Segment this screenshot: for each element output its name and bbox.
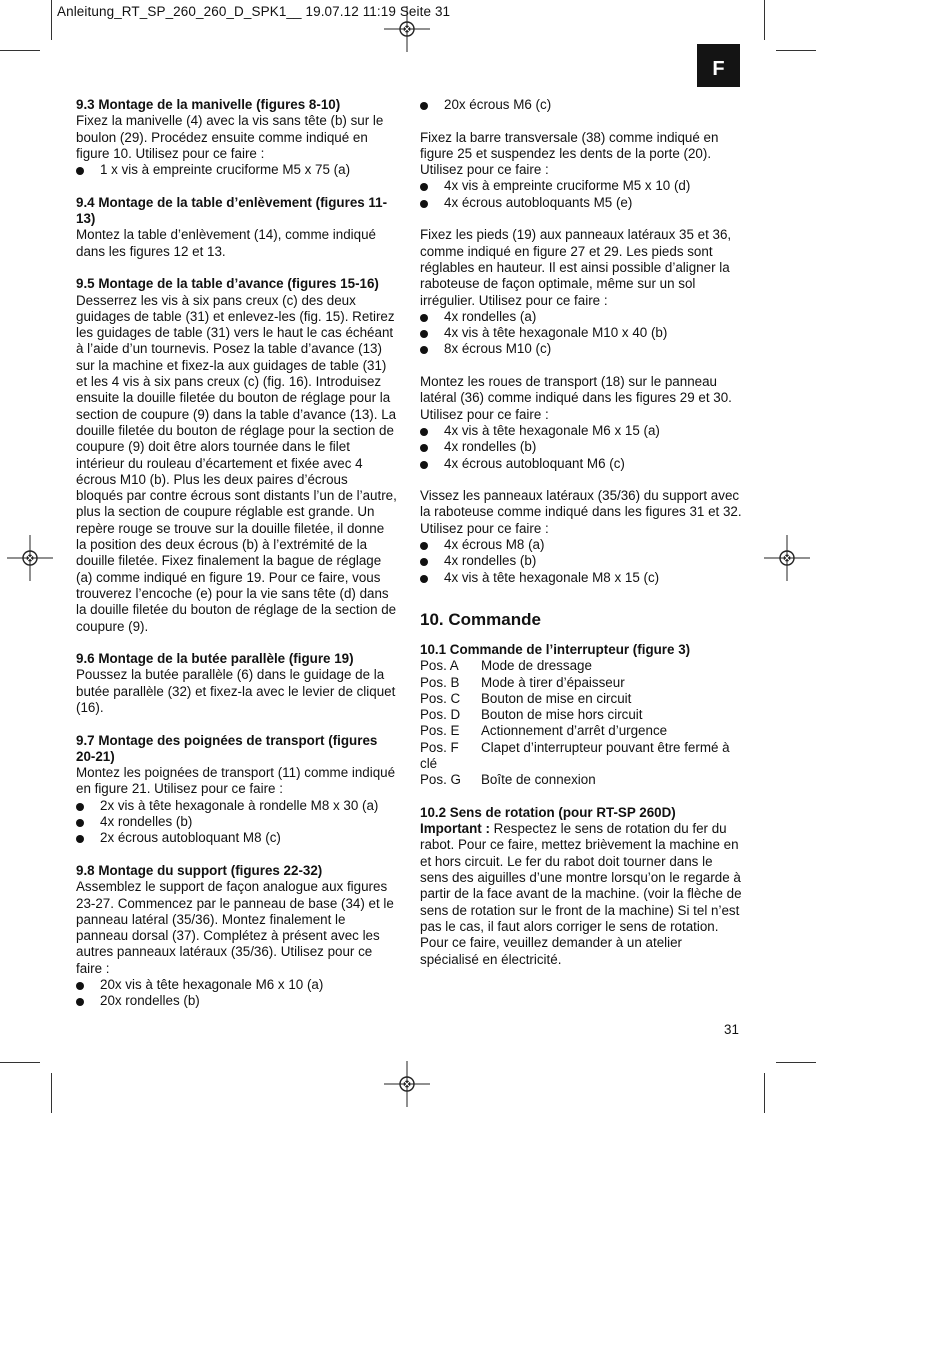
parts-list [76, 798, 398, 847]
list-item: 4x vis à empreinte cruciforme M5 x 10 (d) [420, 178, 742, 194]
section-9-3 [76, 97, 398, 178]
registration-mark-icon [5, 533, 55, 583]
section-body [420, 821, 742, 968]
parts-list [76, 977, 398, 1010]
list-item: 4x écrous autobloquant M6 (c) [420, 456, 742, 472]
position-value: Mode à tirer d’épaisseur [481, 674, 625, 690]
section-heading: 9.8 Montage du support (figures 22-32) [76, 862, 323, 878]
section-body: Montez les poignées de transport (11) comme indiqué en figure 21. Utilisez pour ce faire : [76, 765, 396, 797]
parts-list [420, 423, 742, 472]
position-key: Pos. G [420, 772, 461, 788]
table-row [420, 675, 742, 691]
position-value: Bouton de mise hors circuit [481, 707, 643, 723]
crop-mark [0, 50, 40, 51]
left-column [76, 97, 398, 1010]
table-row [420, 723, 742, 739]
section-9-7 [76, 733, 398, 847]
position-value-continued: clé [420, 755, 438, 771]
table-row [420, 707, 742, 723]
position-key: Pos. B [420, 674, 460, 690]
section-body: Fixez la barre transversale (38) comme indiqué en figure 25 et suspendez les dents de la porte (20). Utilisez pour ce faire : [420, 129, 719, 178]
cross-bar-paragraph [420, 130, 742, 211]
table-row [420, 658, 742, 674]
section-body: Poussez la butée parallèle (6) dans le guidage de la butée parallèle (32) et fixez-la avec le levier de cliquet (16). [76, 667, 396, 715]
list-item: 4x écrous autobloquants M5 (e) [420, 195, 742, 211]
right-column [420, 97, 742, 968]
table-row [420, 691, 742, 707]
section-body: Fixez les pieds (19) aux panneaux latéraux 35 et 36, comme indiqué en figure 27 et 29. Les pieds sont réglables en hauteur. Il est ainsi possible d’aligner la raboteuse de façon optimale, même sur un sol irrégulier. Utilisez pour ce faire : [420, 227, 732, 308]
list-item: 4x vis à tête hexagonale M6 x 15 (a) [420, 423, 742, 439]
list-item: 4x rondelles (a) [420, 309, 742, 325]
chapter-heading: 10. Commande [420, 609, 541, 629]
section-body: Montez les roues de transport (18) sur le panneau latéral (36) comme indiqué dans les figures 29 et 30. Utilisez pour ce faire : [420, 374, 732, 422]
parts-list [420, 309, 742, 358]
position-value: Bouton de mise en circuit [481, 690, 632, 706]
section-body: Vissez les panneaux latéraux (35/36) du support avec la raboteuse comme indiqué dans les figures 31 et 32. Utilisez pour ce faire : [420, 488, 742, 536]
crop-mark [776, 50, 816, 51]
list-item: 4x rondelles (b) [420, 439, 742, 455]
parts-list [420, 97, 742, 113]
side-panels-paragraph [420, 488, 742, 586]
crop-mark [776, 1062, 816, 1063]
section-body: Montez la table d’enlèvement (14), comme indiqué dans les figures 12 et 13. [76, 227, 376, 259]
page-number: 31 [724, 1022, 739, 1037]
important-label: Important : [420, 821, 490, 837]
section-heading: 10.1 Commande de l’interrupteur (figure 3) [420, 641, 691, 657]
list-item: 4x écrous M8 (a) [420, 537, 742, 553]
parts-list [420, 537, 742, 586]
section-9-4 [76, 195, 398, 260]
position-value: Actionnement d’arrêt d’urgence [481, 723, 668, 739]
position-key: Pos. E [420, 723, 460, 739]
crop-mark [51, 1073, 52, 1113]
section-heading: 9.4 Montage de la table d’enlèvement (figures 11-13) [76, 194, 388, 227]
position-value: Boîte de connexion [481, 772, 596, 788]
list-item: 20x écrous M6 (c) [420, 97, 742, 113]
section-10-1 [420, 642, 742, 789]
position-key: Pos. A [420, 658, 459, 674]
table-row [420, 740, 742, 756]
switch-positions-table [420, 658, 742, 788]
print-slug: Anleitung_RT_SP_260_260_D_SPK1__ 19.07.12 11:19 Seite 31 [57, 4, 451, 19]
list-item: 4x rondelles (b) [420, 553, 742, 569]
position-key: Pos. C [420, 690, 461, 706]
list-item: 20x vis à tête hexagonale M6 x 10 (a) [76, 977, 398, 993]
list-item: 2x écrous autobloquant M8 (c) [76, 830, 398, 846]
section-9-6 [76, 651, 398, 716]
position-value: Mode de dressage [481, 658, 592, 674]
section-heading: 10.2 Sens de rotation (pour RT-SP 260D) [420, 804, 676, 820]
list-item: 1 x vis à empreinte cruciforme M5 x 75 (a) [76, 162, 398, 178]
list-item: 4x vis à tête hexagonale M8 x 15 (c) [420, 570, 742, 586]
list-item: 4x rondelles (b) [76, 814, 398, 830]
crop-mark [0, 1062, 40, 1063]
crop-mark [764, 0, 765, 40]
section-heading: 9.6 Montage de la butée parallèle (figure 19) [76, 651, 354, 667]
parts-list [420, 178, 742, 211]
list-item: 8x écrous M10 (c) [420, 341, 742, 357]
section-heading: 9.7 Montage des poignées de transport (figures 20-21) [76, 732, 378, 764]
position-key: Pos. D [420, 707, 461, 723]
section-body: Assemblez le support de façon analogue aux figures 23-27. Commencez par le panneau de base (34) et le panneau latéral (35/36). Montez finalement le panneau dorsal (37). Complétez à présent avec les autres panneaux latéraux (35/36). Utilisez pour ce faire : [76, 879, 394, 976]
section-heading: 9.3 Montage de la manivelle (figures 8-10) [76, 97, 341, 112]
language-tab: F [697, 44, 740, 87]
registration-mark-icon [382, 1059, 432, 1109]
registration-mark-icon [762, 533, 812, 583]
position-value: Clapet d’interrupteur pouvant être fermé à [481, 739, 730, 755]
section-heading: 9.5 Montage de la table d’avance (figures 15-16) [76, 276, 379, 292]
list-item: 20x rondelles (b) [76, 993, 398, 1009]
table-row [420, 772, 742, 788]
wheels-paragraph [420, 374, 742, 472]
section-9-8 [76, 863, 398, 1010]
registration-mark-icon [382, 4, 432, 54]
table-row [420, 756, 742, 772]
position-key: Pos. F [420, 739, 459, 755]
parts-list [76, 162, 398, 178]
feet-paragraph [420, 227, 742, 357]
list-item: 4x vis à tête hexagonale M10 x 40 (b) [420, 325, 742, 341]
section-body: Desserrez les vis à six pans creux (c) des deux guidages de table (31) et enlevez-les (fig. 15). Retirez les guidages de table (31) vers le haut le cas échéant à l’aide d’un tournevis. Posez la table d’avance (13) sur la machine et fixez-la aux guidages de table (31) et les 4 vis à six pans creux (c) (fig. 16). Introduisez ensuite la douille filetée du bouton de réglage pour la section de coupure (9) dans la table d’avance (13). La douille filetée du bouton de réglage pour la section de coupure (9) doit être alors tournée dans le filet intérieur du rouleau d’écartement et fixée avec 4 écrous M10 (b). Plus les deux paires d’écrous bloqués par contre écrous sont distants l’un de l’autre, plus la section de coupure réglable est grande. Un repère rouge se trouve sur la douille filetée, il donne la position des deux écrous (b) à l’extrémité de la douille filetée. Fixez finalement la bague de réglage (a) comme indiqué en figure 19. Pour ce faire, vous trouverez l’encoche (e) pour la vie sans tête (d) dans la douille filetée du bouton de réglage de la section de coupure (9). [76, 292, 397, 634]
section-body: Fixez la manivelle (4) avec la vis sans tête (b) sur le boulon (29). Procédez ensuite comme indiqué en figure 10. Utilisez pour ce faire : [76, 113, 384, 161]
list-item: 2x vis à tête hexagonale à rondelle M8 x 30 (a) [76, 798, 398, 814]
crop-mark [51, 0, 52, 40]
important-text: Respectez le sens de rotation du fer du rabot. Pour ce faire, mettez brièvement la machine en et hors circuit. Le fer du rabot doit tourner dans le sens des aiguilles d’une montre lorsqu’on le regarde à partir de la face avant de la machine. (voir la flèche de sens de rotation sur le front de la machine) Si tel n’est pas le cas, il faut alors corriger le sens de rotation. Pour ce faire, veuillez demander à un atelier spécialisé en électricité. [420, 821, 742, 967]
section-9-5 [76, 276, 398, 635]
section-10-2 [420, 805, 742, 968]
crop-mark [764, 1073, 765, 1113]
